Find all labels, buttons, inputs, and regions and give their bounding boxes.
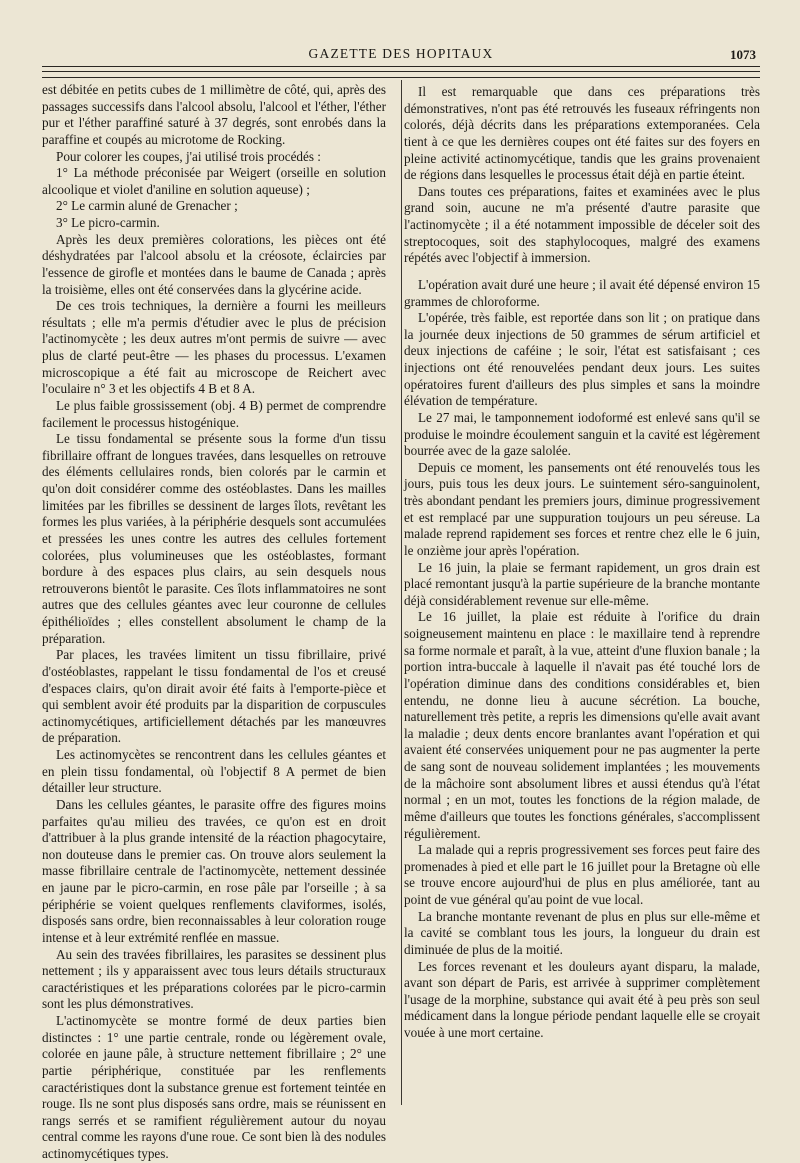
paragraph: Au sein des travées fibrillaires, les parasites se dessinent plus nettement ; ils y apparaissent avec tous leurs détails structuraux caractéristiques et les préparations colorées par le picro-carmin sont les plus démonstratives. (42, 946, 386, 1012)
paragraph: La branche montante revenant de plus en plus sur elle-même et la cavité se comblant tous les jours, la longueur du drain est diminuée de plus de la moitié. (404, 908, 760, 957)
paragraph: Le tissu fondamental se présente sous la forme d'un tissu fibrillaire offrant de longues travées, dans lesquelles on retrouve des éléments cellulaires ronds, bien colorés par le carmin et qu'on doit considérer comme des ostéoblastes. Dans les mailles limitées par les fibrilles se dessinent de larges îlots, revêtant les formes les plus variées, à la périphérie desquels sont accumulées et pressées les unes contre les autres des cellules fortement colorées, plus volumineuses que les ostéoblastes, formant bordure à des espaces plus clairs, au sein desquels nous retrouverons bientôt le parasite. Ces îlots inflammatoires ne sont autres que des cellules géantes avec leur couronne de cellules épithélioïdes ; elles constellent absolument le champ de la préparation. (42, 431, 386, 646)
page-number: 1073 (730, 47, 756, 62)
paragraph: Les actinomycètes se rencontrent dans les cellules géantes et en plein tissu fondamental, où l'objectif 8 A permet de bien détailler leur structure. (42, 747, 386, 796)
paragraph: Dans toutes ces préparations, faites et examinées avec le plus grand soin, aucune ne m'a présenté d'autre parasite que l'actinomycète ; il a été notamment impossible de déceler soit des streptocoques, soit des staphylocoques, malgré des examens répétés avec l'objectif à immersion. (404, 183, 760, 266)
paragraph: 2° Le carmin aluné de Grenacher ; (56, 198, 238, 214)
paragraph: Pour colorer les coupes, j'ai utilisé trois procédés : (56, 148, 321, 164)
paragraph: L'actinomycète se montre formé de deux parties bien distinctes : 1° une partie centrale, ronde ou légèrement ovale, colorée en jaune pâle, à structure nettement fibrillaire ; 2° une partie périphérique, constituée par les renflements caractéristiques dont la substance grenue est fortement teintée en rouge. Ils ne sont plus disposés sans ordre, mais se réunissent en rangs serrés et se ramifient régulièrement autour du noyau central comme les rayons d'une roue. Ce sont bien là des nodules actinomycétiques types. (42, 1013, 386, 1161)
header-rule (42, 71, 760, 72)
paragraph: Depuis ce moment, les pansements ont été renouvelés tous les jours, puis tous les deux jours. Le suintement séro-sanguinolent, très abondant pendant les premiers jours, diminue progressivement et est remplacé par une suppuration toujours un peu séreuse. La malade reprend rapidement ses forces et rentre chez elle le 6 juin, le onzième jour après l'opération. (404, 459, 760, 558)
paragraph: Il est remarquable que dans ces préparations très démonstratives, n'ont pas été retrouvés les fuseaux réfringents non colorés, déjà décrits dans les préparations extemporanées. Cela tient à ce que les dernières coupes ont été faites sur des foyers en pleine activité actinomycétique, tandis que les grains provenaient de régions dans lesquelles le processus était déjà en partie éteint. (404, 84, 760, 183)
paragraph: Dans les cellules géantes, le parasite offre des figures moins parfaites qu'au milieu des travées, ce qu'on est en droit d'attribuer à la plus grande intensité de la réaction phagocytaire, non douteuse dans le premier cas. On trouve alors seulement la masse fibrillaire centrale de l'actinomycète, nettement dessinée en jaune par le picro-carmin, en rose pâle par l'orseille ; à sa périphérie se voient quelques renflements claviformes, isolés, disposés sans ordre, bien reconnaissables à leur coloration rouge intense et à leur extrémité renflée en massue. (42, 796, 386, 945)
paragraph: Les forces revenant et les douleurs ayant disparu, la malade, avant son départ de Paris, est arrivée à supprimer complètement l'usage de la morphine, substance qui avait été à peu près son seul médicament dans la longue période pendant laquelle elle se croyait vouée à une mort certaine. (404, 958, 760, 1040)
paragraph: Le plus faible grossissement (obj. 4 B) permet de comprendre facilement le processus histogénique. (42, 397, 386, 430)
left-column (42, 82, 386, 1163)
paragraph: est débitée en petits cubes de 1 millimètre de côté, qui, après des passages successifs dans l'alcool absolu, l'alcool et l'éther, l'éther pur et l'éther paraffiné saturé à 37 degrés, sont enrobés dans la paraffine et coupés au microtome de Rocking. (42, 82, 386, 147)
paragraph: Le 27 mai, le tamponnement iodoformé est enlevé sans qu'il se produise le moindre écoulement sanguin et la cavité est légèrement bourrée avec de la gaze salolée. (404, 409, 760, 459)
paragraph: L'opération avait duré une heure ; il avait été dépensé environ 15 grammes de chloroforme. (404, 276, 760, 309)
paragraph: La malade qui a repris progressivement ses forces peut faire des promenades à pied et elle part le 16 juillet pour la Bretagne où elle se trouve encore aujourd'hui de plus en plus améliorée, tant au point de vue général qu'au point de vue local. (404, 842, 760, 907)
right-column (404, 84, 760, 1042)
paragraph: L'opérée, très faible, est reportée dans son lit ; on pratique dans la journée deux injections de 50 grammes de sérum artificiel et deux injections de caféine ; le soir, l'état est satisfaisant ; ces injections ont été renouvelées pendant deux jours. Les suites opératoires furent d'ailleurs des plus simples et sans la moindre élévation de température. (404, 310, 760, 409)
header-rule (42, 77, 760, 78)
paragraph: Par places, les travées limitent un tissu fibrillaire, privé d'ostéoblastes, rappelant le tissu fondamental de l'os et creusé d'espaces clairs, qu'on dirait avoir été faits à l'emporte-pièce et qui semblent avoir été produits par la disparition de corpuscules actinomycétiques, artificiellement détachés par les manœuvres de préparation. (42, 647, 386, 746)
page-header (42, 38, 760, 64)
paragraph: Après les deux premières colorations, les pièces ont été déshydratées par l'alcool absolu et la créosote, éclaircies par l'essence de girofle et montées dans le baume de Canada ; après la troisième, elles ont été conservées dans la glycérine acide. (42, 231, 386, 297)
journal-title: GAZETTE DES HOPITAUX (308, 46, 494, 61)
header-rule (42, 66, 760, 67)
column-divider (401, 80, 402, 1105)
paragraph: Le 16 juin, la plaie se fermant rapidement, un gros drain est placé remontant jusqu'à la partie supérieure de la branche montante déjà considérablement revenue sur elle-même. (404, 559, 760, 608)
paragraph: Le 16 juillet, la plaie est réduite à l'orifice du drain soigneusement maintenu en place : le maxillaire tend à reprendre sa forme normale et paraît, à la vue, atteint d'une fluxion banale ; la portion intra-buccale à laquelle il n'avait pas été touché lors de l'opération diminue dans des conditions considérables et, bien entendu, ne donne lieu à aucune sécrétion. La bouche, naturellement très petite, a repris les dimensions qu'elle avait avant la maladie ; deux dents encore branlantes avant l'opération et qui avaient été conservées uniquement pour ne pas augmenter la perte de sang sont de nouveau solidement implantées ; les mouvements de la mâchoire sont absolument libres et aussi étendus qu'à l'état normal ; en un mot, toutes les fonctions de la région malade, de même d'ailleurs que toutes les fonctions générales, s'accomplissent régulièrement. (404, 609, 760, 841)
paragraph: 3° Le picro-carmin. (56, 215, 160, 230)
paragraph: 1° La méthode préconisée par Weigert (orseille en solution alcoolique et violet d'aniline en solution aqueuse) ; (42, 165, 386, 197)
paragraph: De ces trois techniques, la dernière a fourni les meilleurs résultats ; elle m'a permis d'étudier avec le plus de précision l'actinomycète ; les deux autres m'ont permis de suivre — avec plus de clarté peut-être — les phases du processus. L'examen microscopique a été fait au microscope de Reichert avec l'oculaire n° 3 et les objectifs 4 B et 8 A. (42, 298, 386, 397)
